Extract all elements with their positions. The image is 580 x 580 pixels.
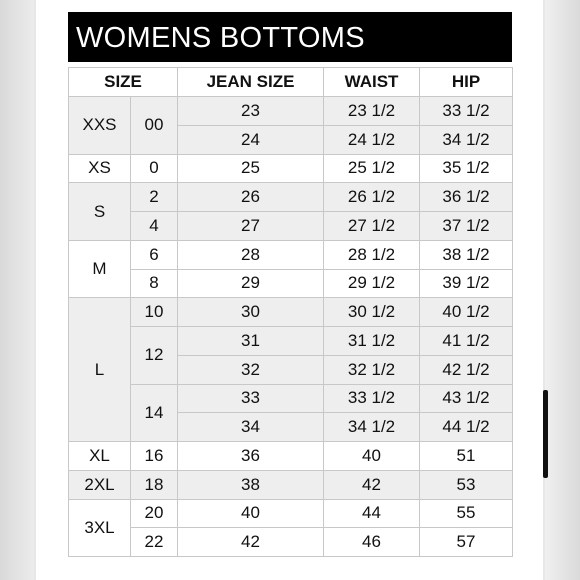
size-number-cell: 22: [131, 528, 178, 557]
size-label-cell: M: [69, 240, 131, 298]
jean-size-cell: 40: [178, 499, 324, 528]
waist-cell: 30 1/2: [324, 298, 420, 327]
table-row: [69, 154, 513, 183]
waist-cell: 23 1/2: [324, 97, 420, 126]
scroll-indicator[interactable]: [543, 390, 548, 478]
table-row: [69, 183, 513, 212]
jean-size-cell: 33: [178, 384, 324, 413]
table-row: [69, 97, 513, 126]
size-number-cell: 16: [131, 442, 178, 471]
jean-size-cell: 36: [178, 442, 324, 471]
waist-cell: 32 1/2: [324, 355, 420, 384]
size-number-cell: 14: [131, 384, 178, 442]
size-number-cell: 18: [131, 470, 178, 499]
header-size: SIZE: [69, 68, 178, 97]
size-label-cell: L: [69, 298, 131, 442]
jean-size-cell: 42: [178, 528, 324, 557]
hip-cell: 39 1/2: [420, 269, 513, 298]
table-row: [69, 327, 513, 356]
hip-cell: 36 1/2: [420, 183, 513, 212]
table-row: [69, 442, 513, 471]
hip-cell: 42 1/2: [420, 355, 513, 384]
size-number-cell: 8: [131, 269, 178, 298]
table-row: [69, 298, 513, 327]
jean-size-cell: 30: [178, 298, 324, 327]
waist-cell: 40: [324, 442, 420, 471]
jean-size-cell: 26: [178, 183, 324, 212]
jean-size-cell: 24: [178, 125, 324, 154]
size-number-cell: 4: [131, 212, 178, 241]
waist-cell: 46: [324, 528, 420, 557]
table-row: [69, 384, 513, 413]
size-label-cell: XXS: [69, 97, 131, 155]
size-label-cell: S: [69, 183, 131, 241]
hip-cell: 33 1/2: [420, 97, 513, 126]
waist-cell: 24 1/2: [324, 125, 420, 154]
size-number-cell: 00: [131, 97, 178, 155]
jean-size-cell: 28: [178, 240, 324, 269]
waist-cell: 29 1/2: [324, 269, 420, 298]
jean-size-cell: 31: [178, 327, 324, 356]
jean-size-cell: 25: [178, 154, 324, 183]
jean-size-cell: 34: [178, 413, 324, 442]
waist-cell: 44: [324, 499, 420, 528]
jean-size-cell: 29: [178, 269, 324, 298]
table-row: [69, 499, 513, 528]
hip-cell: 53: [420, 470, 513, 499]
header-hip: HIP: [420, 68, 513, 97]
waist-cell: 34 1/2: [324, 413, 420, 442]
background-right-edge: [545, 0, 580, 580]
jean-size-cell: 23: [178, 97, 324, 126]
hip-cell: 34 1/2: [420, 125, 513, 154]
waist-cell: 33 1/2: [324, 384, 420, 413]
hip-cell: 55: [420, 499, 513, 528]
size-label-cell: 3XL: [69, 499, 131, 557]
table-row: [69, 212, 513, 241]
jean-size-cell: 27: [178, 212, 324, 241]
table-row: [69, 470, 513, 499]
waist-cell: 26 1/2: [324, 183, 420, 212]
size-number-cell: 6: [131, 240, 178, 269]
header-row: [69, 68, 513, 97]
jean-size-cell: 38: [178, 470, 324, 499]
hip-cell: 44 1/2: [420, 413, 513, 442]
hip-cell: 43 1/2: [420, 384, 513, 413]
size-label-cell: 2XL: [69, 470, 131, 499]
size-label-cell: XL: [69, 442, 131, 471]
waist-cell: 27 1/2: [324, 212, 420, 241]
header-waist: WAIST: [324, 68, 420, 97]
size-number-cell: 20: [131, 499, 178, 528]
size-number-cell: 2: [131, 183, 178, 212]
table-row: [69, 240, 513, 269]
chart-title: WOMENS BOTTOMS: [76, 22, 365, 54]
table-row: [69, 269, 513, 298]
hip-cell: 40 1/2: [420, 298, 513, 327]
size-chart-table: [68, 67, 513, 557]
size-number-cell: 0: [131, 154, 178, 183]
waist-cell: 25 1/2: [324, 154, 420, 183]
hip-cell: 41 1/2: [420, 327, 513, 356]
hip-cell: 37 1/2: [420, 212, 513, 241]
waist-cell: 42: [324, 470, 420, 499]
hip-cell: 38 1/2: [420, 240, 513, 269]
background-left-edge: [0, 0, 34, 580]
size-number-cell: 12: [131, 327, 178, 385]
waist-cell: 28 1/2: [324, 240, 420, 269]
hip-cell: 35 1/2: [420, 154, 513, 183]
header-jean-size: JEAN SIZE: [178, 68, 324, 97]
hip-cell: 51: [420, 442, 513, 471]
hip-cell: 57: [420, 528, 513, 557]
size-label-cell: XS: [69, 154, 131, 183]
waist-cell: 31 1/2: [324, 327, 420, 356]
table-row: [69, 528, 513, 557]
size-number-cell: 10: [131, 298, 178, 327]
title-bar: [68, 12, 512, 62]
jean-size-cell: 32: [178, 355, 324, 384]
